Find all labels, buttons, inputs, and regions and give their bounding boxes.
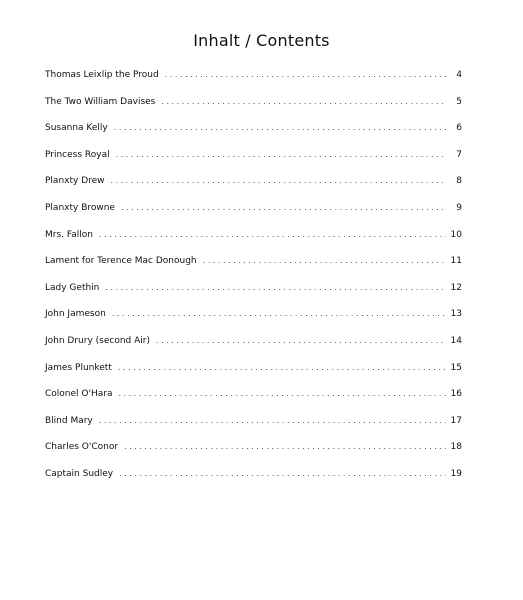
toc-entry-title: Lament for Terence Mac Donough [45,256,197,267]
page-title: Inhalt / Contents [193,31,330,50]
dot-leader [156,333,446,349]
toc-entry-page: 19 [450,468,462,479]
dot-leader [165,67,446,83]
dot-leader [161,94,446,110]
toc-entry[interactable] [45,253,462,280]
toc-entry-title: The Two William Davises [45,96,156,107]
toc-entry-title: Princess Royal [45,149,110,160]
dot-leader [105,280,446,296]
toc-entry-title: Thomas Leixlip the Proud [45,70,159,80]
toc-entry-page: 13 [450,309,462,320]
toc-entry[interactable] [45,280,462,307]
toc-entry-title: Lady Gethin [45,282,100,293]
toc-entry-page: 8 [456,176,462,187]
dot-leader [121,200,446,216]
toc-entry-page: 10 [450,229,462,240]
dot-leader [119,466,446,482]
toc-entry-title: Mrs. Fallon [45,229,93,240]
table-of-contents [45,67,462,493]
toc-entry[interactable] [45,413,462,440]
dot-leader [203,253,446,269]
toc-entry[interactable] [45,360,462,387]
toc-entry-title: John Drury (second Air) [45,335,150,346]
toc-entry-page: 14 [450,335,462,346]
toc-entry-page: 15 [450,362,462,373]
toc-entry[interactable] [45,306,462,333]
toc-entry-page: 6 [456,123,462,134]
toc-entry[interactable] [45,466,462,493]
dot-leader [111,173,446,189]
toc-entry[interactable] [45,200,462,227]
toc-entry-title: Blind Mary [45,415,93,426]
dot-leader [118,360,446,376]
toc-entry-page: 9 [456,202,462,213]
dot-leader [99,227,446,243]
toc-entry-page: 12 [450,282,462,293]
toc-entry-title: Colonel O'Hara [45,389,113,400]
dot-leader [116,147,446,163]
toc-entry[interactable] [45,67,462,94]
dot-leader [114,120,446,136]
toc-entry[interactable] [45,94,462,121]
dot-leader [99,413,446,429]
toc-entry-title: Charles O'Conor [45,442,119,453]
dot-leader [112,306,446,322]
toc-entry-title: Captain Sudley [45,468,114,479]
toc-entry[interactable] [45,386,462,413]
toc-entry[interactable] [45,147,462,174]
toc-entry-page: 4 [456,70,462,80]
toc-entry[interactable] [45,439,462,466]
toc-entry-title: Planxty Drew [45,176,105,187]
toc-entry-page: 5 [456,96,462,107]
toc-entry-page: 16 [450,389,462,400]
toc-entry[interactable] [45,120,462,147]
toc-entry[interactable] [45,173,462,200]
dot-leader [118,386,446,402]
toc-entry-title: Planxty Browne [45,202,115,213]
toc-entry-page: 11 [450,256,462,267]
toc-entry-title: John Jameson [45,309,106,320]
toc-entry-title: Susanna Kelly [45,123,108,134]
toc-entry-page: 7 [456,149,462,160]
dot-leader [124,439,446,455]
toc-entry[interactable] [45,227,462,254]
toc-entry[interactable] [45,333,462,360]
toc-entry-page: 18 [450,442,462,453]
toc-entry-page: 17 [450,415,462,426]
toc-entry-title: James Plunkett [45,362,112,373]
